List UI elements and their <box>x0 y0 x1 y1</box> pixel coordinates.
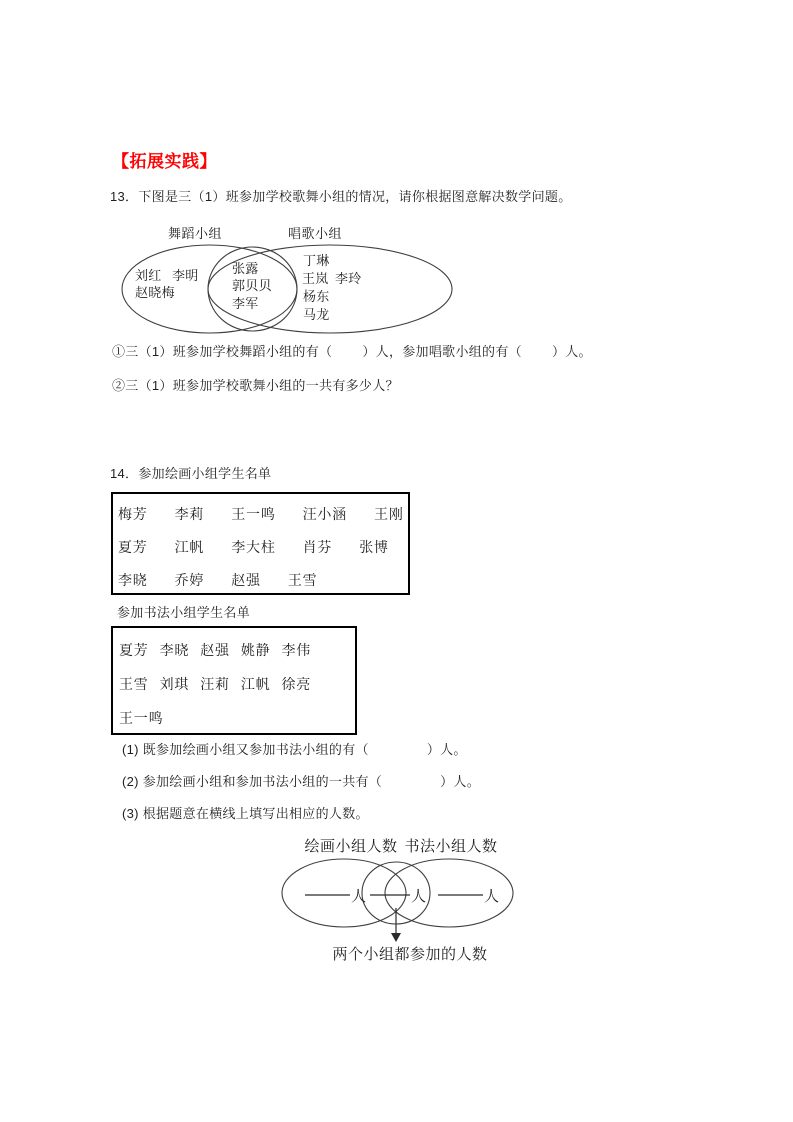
question-14-sub2 <box>122 774 480 790</box>
question-14-sub1 <box>122 742 467 758</box>
student-name: 夏芳 <box>119 642 149 658</box>
student-name: 乔婷 <box>174 572 205 588</box>
student-name: 王一鸣 <box>119 710 164 726</box>
question-text: ）人。 <box>426 742 467 757</box>
unit-label: 人 <box>411 888 427 905</box>
roster-row <box>119 711 355 725</box>
student-name: 汪莉 <box>200 676 230 692</box>
student-name: 杨东 <box>303 289 330 304</box>
student-name: 江帆 <box>240 676 271 692</box>
student-name: 徐亮 <box>281 676 312 692</box>
roster-row <box>118 507 408 521</box>
venn-left-group-label: 绘画小组人数 <box>304 838 398 855</box>
roster-row <box>119 643 355 657</box>
student-name: 李伟 <box>281 642 312 658</box>
question-text: ）人。 <box>551 344 592 359</box>
student-name: 赵晓梅 <box>135 285 175 300</box>
question-13-prompt: 13．下图是三（1）班参加学校歌舞小组的情况，请你根据图意解决数学问题。 <box>110 189 572 204</box>
student-name: 郭贝贝 <box>232 278 272 293</box>
student-name: 夏芳 <box>118 539 148 555</box>
student-name: 刘琪 <box>159 676 190 692</box>
section-header: 【拓展实践】 <box>112 152 217 171</box>
student-name: 张露 <box>232 261 259 276</box>
student-name: 王雪 <box>119 676 149 692</box>
student-name: 马龙 <box>303 307 330 322</box>
question-text: ①三（1）班参加学校舞蹈小组的有（ <box>112 344 333 359</box>
student-name: 王一鸣 <box>231 506 276 522</box>
student-name: 肖芬 <box>302 539 333 555</box>
student-name: 赵强 <box>200 642 230 658</box>
student-name: 张博 <box>359 539 389 555</box>
student-name: 丁琳 <box>303 253 330 268</box>
question-14-title: 14．参加绘画小组学生名单 <box>110 466 272 481</box>
arrow-head-icon <box>391 933 401 942</box>
student-name: 李大柱 <box>231 539 276 555</box>
venn-left-ellipse <box>282 859 406 927</box>
question-text: ）人。 <box>440 774 481 789</box>
calligraphy-roster-title: 参加书法小组学生名单 <box>117 605 251 620</box>
question-13-sub1 <box>112 344 592 360</box>
student-name: 刘红 <box>135 268 162 283</box>
student-name: 王刚 <box>374 506 404 522</box>
question-14-sub3: (3) 根据题意在横线上填写出相应的人数。 <box>122 806 369 821</box>
question-13-sub2: ②三（1）班参加学校歌舞小组的一共有多少人？ <box>112 378 399 393</box>
roster-row <box>119 677 355 691</box>
student-name: 姚静 <box>240 642 271 658</box>
question-text: (2) 参加绘画小组和参加书法小组的一共有（ <box>122 774 383 789</box>
student-name: 李军 <box>232 296 259 311</box>
q14-venn-diagram <box>270 832 520 964</box>
unit-label: 人 <box>484 888 500 905</box>
student-name: 李明 <box>172 268 199 283</box>
student-name: 王雪 <box>287 572 318 588</box>
question-text: ）人，参加唱歌小组的有（ <box>362 344 522 359</box>
roster-row <box>118 573 408 587</box>
venn-right-group-label: 唱歌小组 <box>287 226 343 241</box>
calligraphy-roster-box <box>111 626 357 735</box>
unit-label: 人 <box>351 888 367 905</box>
student-name: 李莉 <box>174 506 205 522</box>
student-name: 李晓 <box>159 642 190 658</box>
painting-roster-box <box>111 492 410 595</box>
student-name: 李玲 <box>335 271 362 286</box>
student-name: 汪小涵 <box>302 506 348 522</box>
student-name: 王岚 <box>302 271 329 286</box>
intersection-caption: 两个小组都参加的人数 <box>332 946 488 963</box>
student-name: 江帆 <box>174 539 205 555</box>
student-name: 梅芳 <box>118 506 148 522</box>
roster-row <box>118 540 408 554</box>
student-name: 赵强 <box>231 572 261 588</box>
q13-venn-diagram <box>110 222 460 340</box>
venn-left-group-label: 舞蹈小组 <box>167 226 223 241</box>
question-text: (1) 既参加绘画小组又参加书法小组的有（ <box>122 742 369 757</box>
venn-right-group-label: 书法小组人数 <box>404 838 498 855</box>
student-name: 李晓 <box>118 572 148 588</box>
